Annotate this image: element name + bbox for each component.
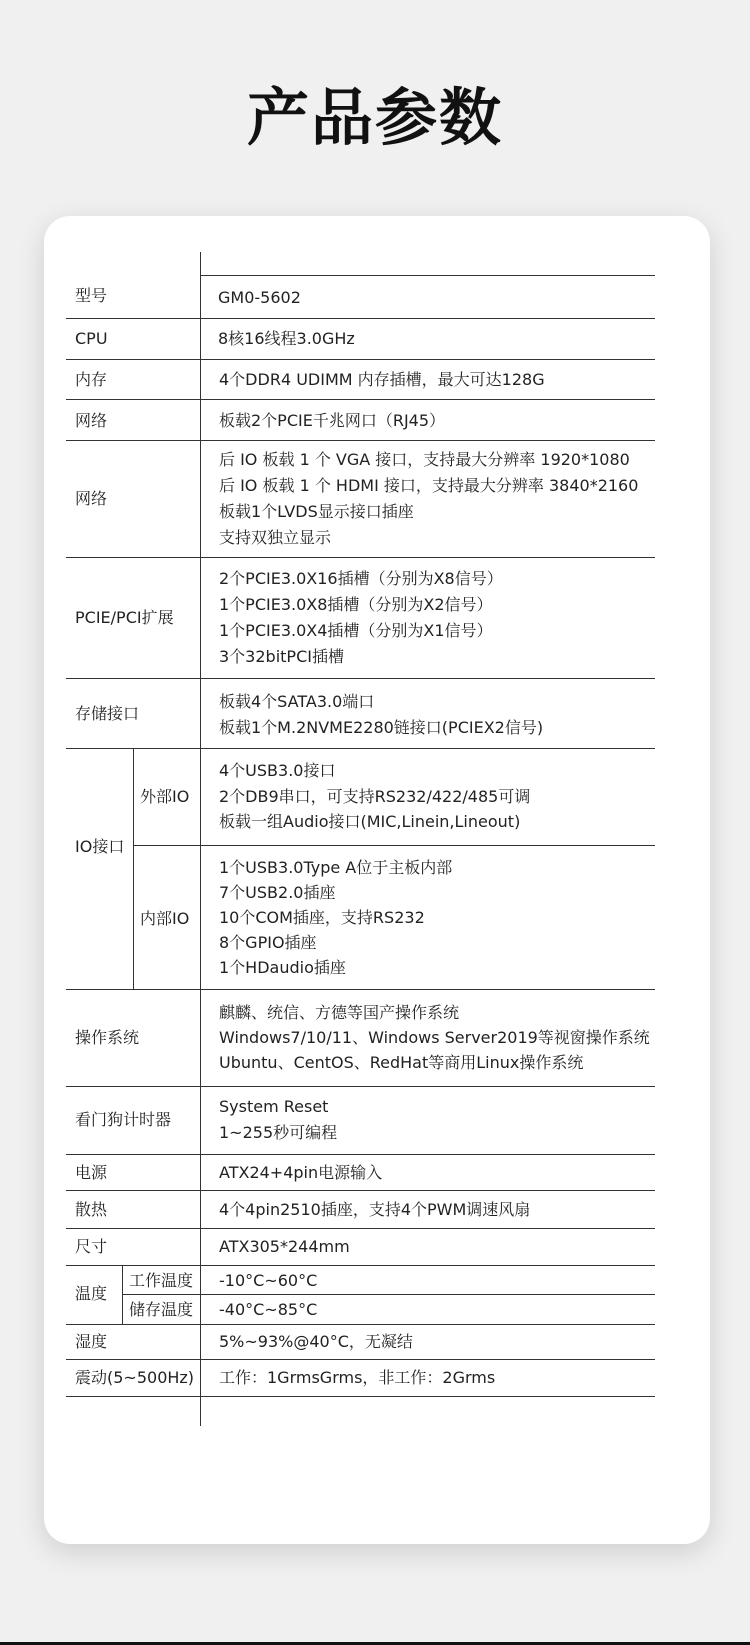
column-divider [122,1265,123,1324]
value-line: 后 IO 板载 1 个 HDMI 接口，支持最大分辨率 3840*2160 [219,476,639,495]
label-working-temp: 工作温度 [129,1271,194,1290]
label-watchdog: 看门狗计时器 [75,1110,172,1129]
value-line: 1个PCIE3.0X4插槽（分别为X1信号） [219,621,493,640]
value-line: Ubuntu、CentOS、RedHat等商用Linux操作系统 [219,1053,584,1072]
row-divider [66,989,655,990]
value-line: 1个PCIE3.0X8插槽（分别为X2信号） [219,595,493,614]
row-divider [66,1086,655,1087]
row-divider [66,1265,655,1266]
page-title: 产品参数 [246,81,503,154]
value-network: 板载2个PCIE千兆网口（RJ45） [219,411,446,430]
label-memory: 内存 [75,370,108,389]
label-vibration: 震动(5~500Hz) [75,1368,195,1387]
label-power: 电源 [75,1163,108,1182]
value-line: 麒麟、统信、方德等国产操作系统 [219,1003,460,1022]
value-line: Windows7/10/11、Windows Server2019等视窗操作系统 [219,1028,650,1047]
row-divider [66,1324,655,1325]
label-storage-temp: 储存温度 [129,1300,194,1319]
value-storage-temp: -40°C~85°C [219,1300,318,1319]
value-line: 3个32bitPCI插槽 [219,647,344,666]
value-memory: 4个DDR4 UDIMM 内存插槽，最大可达128G [219,370,545,389]
row-divider [66,318,655,319]
column-divider [133,748,134,989]
value-model: GM0-5602 [218,288,301,307]
spec-card [44,216,710,1544]
value-size: ATX305*244mm [219,1237,350,1256]
label-network-display: 网络 [75,489,108,508]
row-divider [66,1190,655,1191]
value-line: System Reset [219,1097,329,1116]
row-divider [66,557,655,558]
label-cpu: CPU [75,329,108,348]
label-network: 网络 [75,411,108,430]
row-divider [66,1154,655,1155]
row-divider [66,440,655,441]
label-external-io: 外部IO [140,787,190,806]
value-line: 支持双独立显示 [219,528,332,547]
value-humidity: 5%~93%@40°C，无凝结 [219,1332,413,1351]
value-working-temp: -10°C~60°C [219,1271,318,1290]
value-cpu: 8核16线程3.0GHz [218,329,355,348]
value-line: 后 IO 板载 1 个 VGA 接口，支持最大分辨率 1920*1080 [219,450,630,469]
value-line: 1个HDaudio插座 [219,958,346,977]
value-line: 2个PCIE3.0X16插槽（分别为X8信号） [219,569,503,588]
label-io: IO接口 [75,837,125,856]
column-divider [200,252,201,1426]
row-divider [200,275,655,276]
label-humidity: 湿度 [75,1332,108,1351]
value-vibration: 工作：1GrmsGrms，非工作：2Grms [219,1368,496,1387]
label-pcie: PCIE/PCI扩展 [75,608,174,627]
value-line: 2个DB9串口，可支持RS232/422/485可调 [219,787,531,806]
row-divider [66,678,655,679]
row-divider [66,1228,655,1229]
value-line: 4个USB3.0接口 [219,761,336,780]
row-divider [66,399,655,400]
label-internal-io: 内部IO [140,909,190,928]
value-line: 7个USB2.0插座 [219,883,336,902]
label-model: 型号 [75,286,108,305]
row-divider [66,748,655,749]
label-size: 尺寸 [75,1237,108,1256]
value-line: 板载4个SATA3.0端口 [219,692,375,711]
row-divider [133,845,655,846]
value-line: 板载1个M.2NVME2280链接口(PCIEX2信号) [219,718,544,737]
value-line: 1~255秒可编程 [219,1123,338,1142]
value-power: ATX24+4pin电源输入 [219,1163,383,1182]
value-line: 板载一组Audio接口(MIC,Linein,Lineout) [219,812,521,831]
row-divider [66,1359,655,1360]
label-cooling: 散热 [75,1200,108,1219]
row-divider [66,1396,655,1397]
value-cooling: 4个4pin2510插座，支持4个PWM调速风扇 [219,1200,531,1219]
value-line: 10个COM插座，支持RS232 [219,908,425,927]
row-divider [66,359,655,360]
value-line: 板载1个LVDS显示接口插座 [219,502,414,521]
label-temperature: 温度 [75,1284,108,1303]
value-line: 8个GPIO插座 [219,933,317,952]
label-os: 操作系统 [75,1028,140,1047]
label-storage: 存储接口 [75,704,140,723]
value-line: 1个USB3.0Type A位于主板内部 [219,858,453,877]
row-divider [122,1294,655,1295]
